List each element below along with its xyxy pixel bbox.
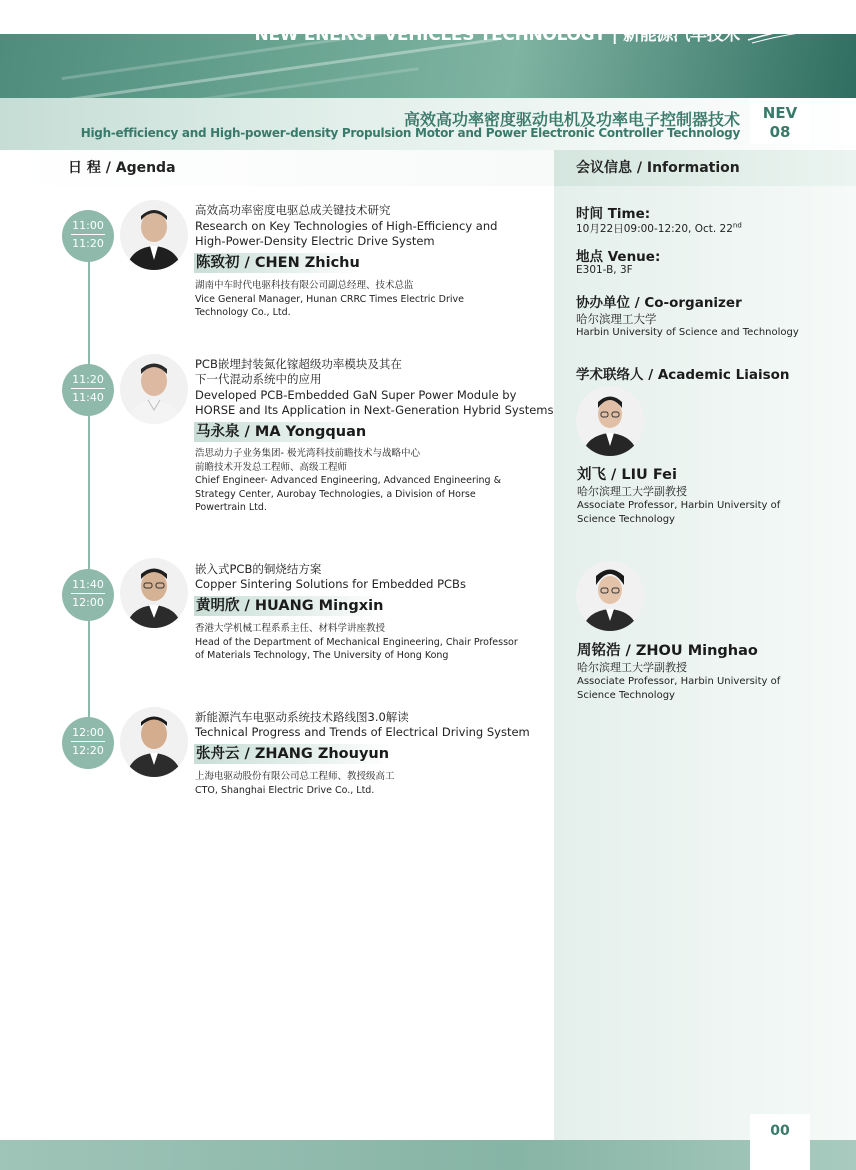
person-icon	[120, 200, 188, 270]
logo-text: SAECCE	[748, 22, 797, 36]
date-badge	[750, 98, 810, 144]
date-day: 08	[769, 123, 791, 141]
time-end: 12:20	[72, 744, 104, 757]
speaker-affiliation: 湖南中车时代电驱科技有限公司副总经理、技术总监 Vice General Manager, Hunan CRRC Times Electric Drive Technology Co., Ltd.	[195, 280, 464, 318]
speaker-affiliation: 香港大学机械工程系系主任、材料学讲座教授 Head of the Department of Mechanical Engineering, Chair Professor of Materials Technology, The University of Hong Kong	[195, 623, 518, 661]
session-title-zh: 高效高功率密度驱动电机及功率电子控制器技术	[403, 110, 740, 129]
time-end: 11:20	[72, 237, 104, 250]
venue-value: E301-B, 3F	[576, 264, 633, 276]
speaker-name: 张舟云 / ZHANG Zhouyun	[196, 746, 390, 762]
time-badge	[62, 210, 114, 262]
header-streak	[0, 38, 498, 98]
liaison-photo	[576, 386, 644, 456]
time-start: 11:20	[72, 373, 104, 386]
talk-title-zh: 嵌入式PCB的铜烧结方案	[195, 562, 322, 576]
talk-title-en: Research on Key Technologies of High-Efficiency and High-Power-Density Electric Drive System	[195, 219, 498, 248]
person-icon	[120, 558, 188, 628]
talk-title-zh: PCB嵌埋封装氮化镓超级功率模块及其在 下一代混动系统中的应用	[195, 357, 402, 386]
time-start: 11:40	[72, 578, 104, 591]
page-number: 00	[750, 1114, 810, 1170]
session-title-en: High-efficiency and High-power-density Propulsion Motor and Power Electronic Controller Technology	[80, 126, 740, 140]
talk-title-en: Technical Progress and Trends of Electrical Driving System	[195, 725, 530, 739]
time-start: 11:00	[72, 219, 104, 232]
speaker-affiliation: 上海电驱动股份有限公司总工程师、教授级高工 CTO, Shanghai Electric Drive Co., Ltd.	[195, 771, 395, 796]
time-value: 10月22日09:00-12:20, Oct. 22nd	[576, 221, 742, 235]
person-icon	[120, 707, 188, 777]
venue-label: 地点 Venue:	[576, 249, 661, 265]
timeline-line	[88, 236, 90, 756]
time-badge	[62, 364, 114, 416]
talk-title-en: Developed PCB-Embedded GaN Super Power Module by HORSE and Its Application in Next-Generation Hybrid Systems	[195, 388, 554, 417]
speaker-photo	[120, 354, 188, 424]
liaison-name: 刘飞 / LIU Fei	[577, 467, 677, 483]
time-end: 12:00	[72, 596, 104, 609]
header-title: NEW ENERGY VEHICLES TECHNOLOGY | 新能源汽车技术	[254, 25, 740, 45]
time-start: 12:00	[72, 726, 104, 739]
date-month: NEV	[762, 104, 798, 122]
footer-band	[0, 1140, 856, 1170]
speaker-photo	[120, 200, 188, 270]
coorganizer-label: 协办单位 / Co-organizer	[576, 295, 742, 311]
person-icon	[576, 386, 644, 456]
talk-title-en: Copper Sintering Solutions for Embedded PCBs	[195, 577, 466, 591]
liaison-name: 周铭浩 / ZHOU Minghao	[577, 643, 758, 659]
speaker-name: 黄明欣 / HUANG Mingxin	[196, 598, 384, 614]
agenda-heading: 日 程 / Agenda	[0, 150, 554, 186]
liaison-label: 学术联络人 / Academic Liaison	[576, 367, 790, 383]
coorganizer-zh: 哈尔滨理工大学	[576, 312, 657, 326]
speaker-photo	[120, 558, 188, 628]
person-icon	[576, 561, 644, 631]
time-badge	[62, 717, 114, 769]
time-label: 时间 Time:	[576, 206, 651, 222]
talk-title-zh: 新能源汽车电驱动系统技术路线图3.0解读	[195, 710, 409, 724]
speaker-name: 陈致初 / CHEN Zhichu	[196, 255, 360, 271]
talk-title-zh: 高效高功率密度电驱总成关键技术研究	[195, 203, 391, 217]
liaison-title: 哈尔滨理工大学副教授 Associate Professor, Harbin University of Science Technology	[577, 485, 781, 525]
saecce-logo	[746, 22, 816, 44]
speaker-photo	[120, 707, 188, 777]
person-icon	[120, 354, 188, 424]
liaison-photo	[576, 561, 644, 631]
info-heading: 会议信息 / Information	[554, 150, 856, 186]
time-end: 11:40	[72, 391, 104, 404]
speaker-name: 马永泉 / MA Yongquan	[196, 424, 367, 440]
time-badge	[62, 569, 114, 621]
coorganizer-en: Harbin University of Science and Technology	[576, 327, 799, 338]
liaison-title: 哈尔滨理工大学副教授 Associate Professor, Harbin University of Science Technology	[577, 661, 781, 701]
speaker-affiliation: 浩思动力子业务集团- 极光湾科技前瞻技术与战略中心 前瞻技术开发总工程师、高级工程师 Chief Engineer- Advanced Engineering, Advanced Engineering & Strategy Center, Aurobay Technologies, a Division of Horse Powertrain Ltd.	[195, 448, 502, 513]
